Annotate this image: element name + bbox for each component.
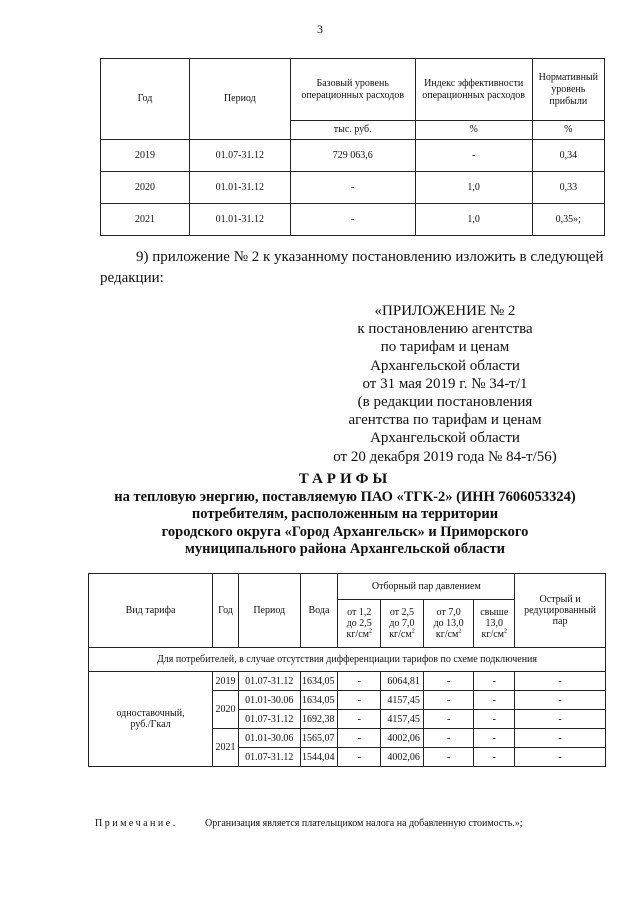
cell-steam-3: - <box>423 710 473 729</box>
cell-period: 01.07-31.12 <box>238 710 300 729</box>
appendix-line: (в редакции постановления <box>357 394 533 411</box>
col-header-steam-4: свыше 13,0 $кг/см^2$ <box>474 600 515 648</box>
cell-water: 1544,04 <box>300 748 338 767</box>
cell-period: 01.07-31.12 <box>238 672 300 691</box>
appendix-line: от 31 мая 2019 г. № 34-т/1 <box>362 375 528 392</box>
cell-steam-2: 4002,06 <box>381 748 424 767</box>
cell-sharp: - <box>515 672 606 691</box>
page-number: 3 <box>317 22 323 36</box>
title-line: потребителям, расположенным на территории <box>191 506 499 523</box>
cell-steam-2: 6064,81 <box>381 672 424 691</box>
title-line: городского округа «Город Архангельск» и Приморского <box>161 523 529 540</box>
col-header-efficiency: Индекс эффективности операционных расходов <box>415 59 532 121</box>
col-header-period: Период <box>189 59 290 140</box>
col-header-steam-2: от 2,5 до 7,0 $кг/см^2$ <box>381 600 424 648</box>
appendix-line: «ПРИЛОЖЕНИЕ № 2 <box>374 303 516 319</box>
cell-efficiency: 1,0 <box>415 172 532 204</box>
cell-steam-3: - <box>423 748 473 767</box>
cell-steam-1: - <box>338 672 381 691</box>
col-header-base-level: Базовый уровень операционных расходов <box>290 59 415 121</box>
cell-steam-1: - <box>338 710 381 729</box>
col-header-year: Год <box>213 574 239 648</box>
cell-period: 01.01-31.12 <box>189 172 290 204</box>
cell-base-level: 729 063,6 <box>290 140 415 172</box>
cell-year: 2021 <box>213 729 239 767</box>
col-header-steam: Отборный пар давлением <box>338 574 515 600</box>
cell-water: 1634,05 <box>300 672 338 691</box>
appendix-line: от 20 декабря 2019 года № 84-т/56) <box>333 448 557 465</box>
cell-steam-2: 4157,45 <box>381 710 424 729</box>
operating-costs-table <box>100 58 605 236</box>
appendix-header <box>320 302 570 466</box>
appendix-line: Архангельской области <box>370 357 520 374</box>
cell-steam-4: - <box>474 710 515 729</box>
col-header-water: Вода <box>300 574 338 648</box>
cell-base-level: - <box>290 204 415 236</box>
cell-water: 1634,05 <box>300 691 338 710</box>
cell-period: 01.07-31.12 <box>238 748 300 767</box>
table-row <box>101 204 605 236</box>
cell-steam-1: - <box>338 729 381 748</box>
cell-sharp: - <box>515 691 606 710</box>
col-header-profit: Нормативный уровень прибыли <box>532 59 604 121</box>
col-header-sharp-steam: Острый и редуцированный пар <box>515 574 606 648</box>
tariffs-table <box>88 573 606 767</box>
col-header-year: Год <box>101 59 190 140</box>
cell-efficiency: 1,0 <box>415 204 532 236</box>
title-heading: ТАРИФЫ <box>298 471 392 487</box>
cell-profit: 0,35»; <box>532 204 604 236</box>
cell-year: 2019 <box>101 140 190 172</box>
cell-sharp: - <box>515 710 606 729</box>
appendix-line: Архангельской области <box>370 430 520 447</box>
cell-period: 01.01-30.06 <box>238 729 300 748</box>
cell-period: 01.07-31.12 <box>189 140 290 172</box>
appendix-line: агентства по тарифам и ценам <box>348 412 542 429</box>
cell-steam-3: - <box>423 729 473 748</box>
table-row <box>101 172 605 204</box>
cell-efficiency: - <box>415 140 532 172</box>
note-label: Примечание. <box>95 818 178 829</box>
cell-steam-1: - <box>338 748 381 767</box>
col-header-steam-1: от 1,2 до 2,5 $кг/см^2$ <box>338 600 381 648</box>
cell-year: 2020 <box>213 691 239 729</box>
cell-steam-3: - <box>423 672 473 691</box>
cell-steam-2: 4002,06 <box>381 729 424 748</box>
cell-year: 2019 <box>213 672 239 691</box>
cell-steam-4: - <box>474 729 515 748</box>
col-header-steam-3: от 7,0 до 13,0 $кг/см^2$ <box>423 600 473 648</box>
cell-year: 2021 <box>101 204 190 236</box>
unit-efficiency: % <box>415 121 532 140</box>
note-text: Организация является плательщиком налога на добавленную стоимость.»; <box>205 818 523 829</box>
cell-water: 1565,07 <box>300 729 338 748</box>
cell-water: 1692,38 <box>300 710 338 729</box>
section-row: Для потребителей, в случае отсутствия дифференциации тарифов по схеме подключения <box>89 648 606 672</box>
cell-profit: 0,34 <box>532 140 604 172</box>
document-title <box>90 471 600 559</box>
cell-steam-3: - <box>423 691 473 710</box>
table-row <box>89 672 606 691</box>
appendix-line: к постановлению агентства <box>357 321 533 338</box>
unit-base-level: тыс. руб. <box>290 121 415 140</box>
cell-base-level: - <box>290 172 415 204</box>
cell-sharp: - <box>515 729 606 748</box>
cell-year: 2020 <box>101 172 190 204</box>
cell-steam-2: 4157,45 <box>381 691 424 710</box>
cell-steam-4: - <box>474 748 515 767</box>
title-line: муниципального района Архангельской области <box>184 541 506 558</box>
col-header-tariff-type: Вид тарифа <box>89 574 213 648</box>
unit-profit: % <box>532 121 604 140</box>
appendix-line: по тарифам и ценам <box>380 339 510 356</box>
cell-steam-4: - <box>474 672 515 691</box>
col-header-period: Период <box>238 574 300 648</box>
cell-steam-4: - <box>474 691 515 710</box>
cell-profit: 0,33 <box>532 172 604 204</box>
paragraph-9-line2: редакции: <box>100 270 164 286</box>
paragraph-9-line1: 9) приложение № 2 к указанному постановлению изложить в следующей <box>136 249 604 265</box>
cell-steam-1: - <box>338 691 381 710</box>
table-row <box>101 140 605 172</box>
cell-period: 01.01-30.06 <box>238 691 300 710</box>
cell-tariff-type: одноставочный, руб./Гкал <box>89 672 213 767</box>
cell-period: 01.01-31.12 <box>189 204 290 236</box>
title-line: на тепловую энергию, поставляемую ПАО «ТГК-2» (ИНН 7606053324) <box>114 488 576 505</box>
cell-sharp: - <box>515 748 606 767</box>
